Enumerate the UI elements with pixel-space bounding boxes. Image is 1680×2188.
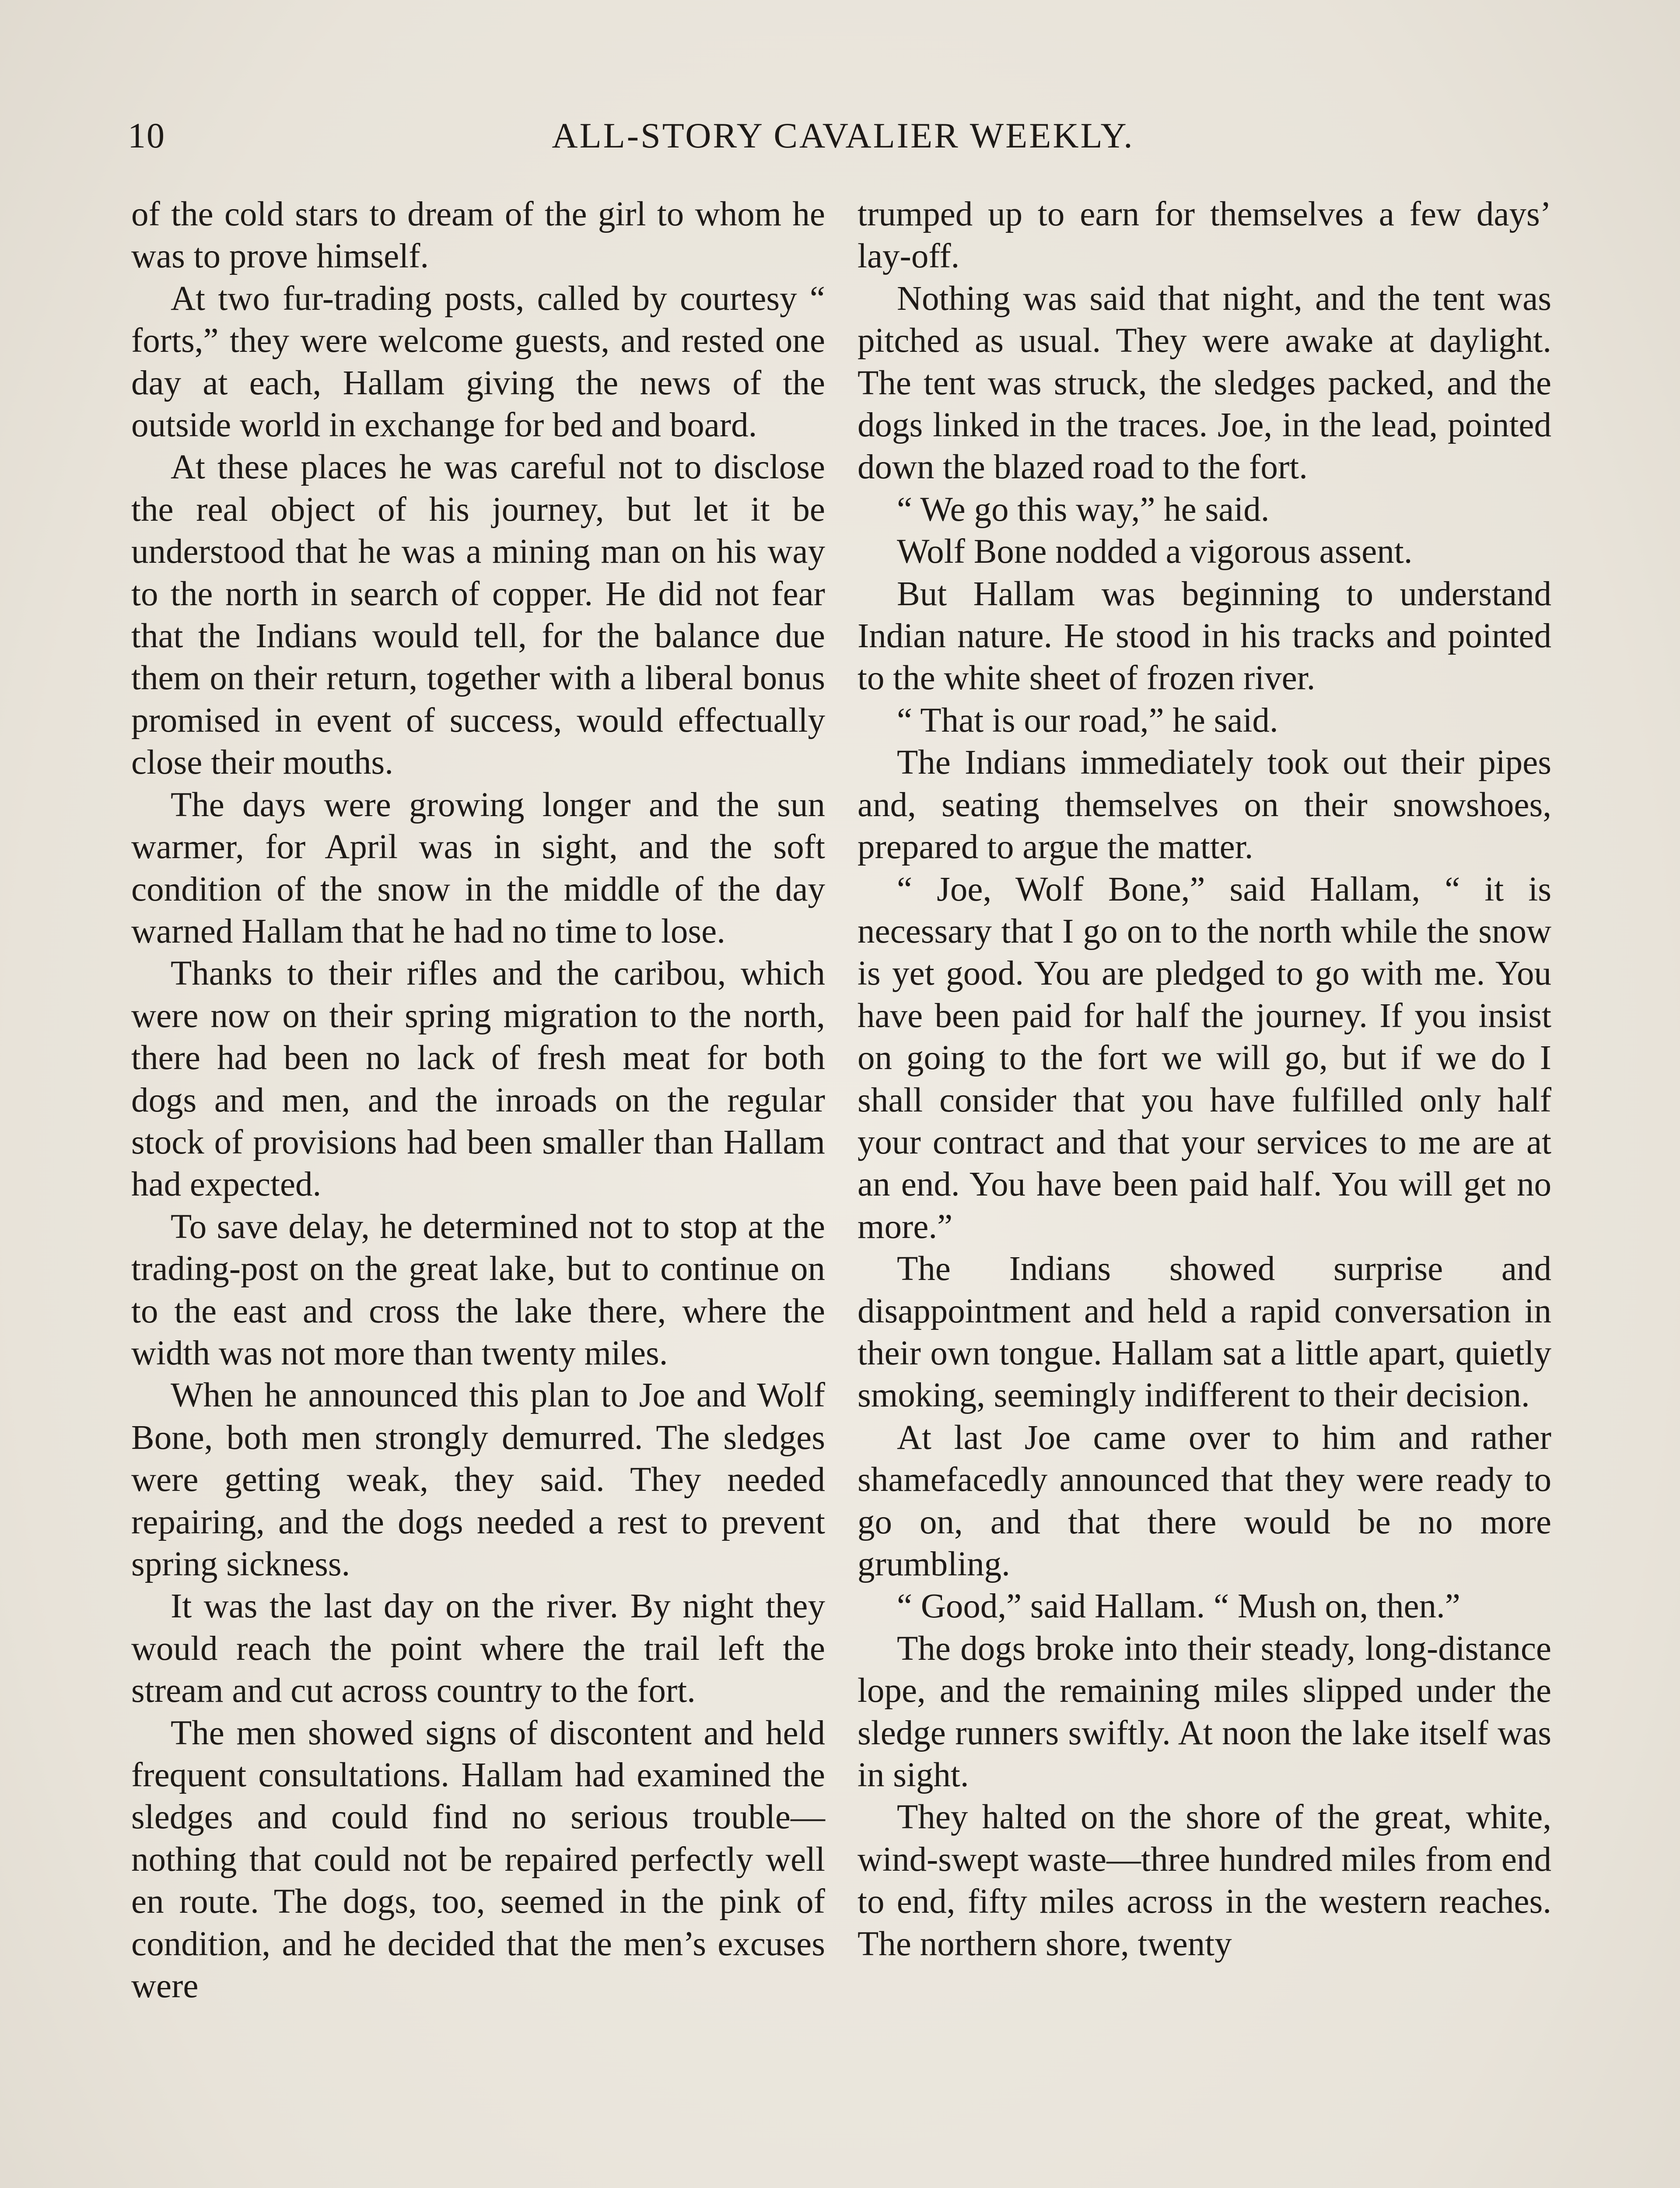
running-head: ALL-STORY CAVALIER WEEKLY.: [552, 116, 1134, 155]
left-column: [131, 193, 825, 2007]
paragraph: They halted on the shore of the great, white, wind-swept waste—three hundred miles from end to end, fifty miles across in the western reaches. The northern shore, twenty: [858, 1798, 1551, 1963]
paragraph: Thanks to their rifles and the caribou, which were now on their spring migration to the north, there had been no lack of fresh meat for both dogs and men, and the inroads on the regular stock of provisions had been smaller than Hallam had expected.: [131, 954, 825, 1204]
paragraph: It was the last day on the river. By night they would reach the point where the trail left the stream and cut across country to the fort.: [131, 1587, 825, 1710]
paragraph: But Hallam was beginning to understand Indian nature. He stood in his tracks and pointed to the white sheet of frozen river.: [858, 575, 1551, 698]
paragraph: The men showed signs of discontent and held frequent consultations. Hallam had examined the sledges and could find no serious trouble—nothing that could not be repaired perfectly well en route. The dogs, too, seemed in the pink of condition, and he decided that the men’s excuses were: [131, 1714, 825, 2006]
paragraph: “ We go this way,” he said.: [897, 490, 1270, 529]
paragraph: To save delay, he determined not to stop at the trading-post on the great lake, but to continue on to the east and cross the lake there, where the width was not more than twenty miles.: [131, 1207, 825, 1372]
paragraph: The Indians immediately took out their pipes and, seating themselves on their snowshoes, prepared to argue the matter.: [858, 743, 1551, 866]
right-column: [858, 193, 1551, 1965]
paragraph: “ That is our road,” he said.: [897, 701, 1278, 740]
paragraph: of the cold stars to dream of the girl to whom he was to prove himself.: [131, 195, 825, 276]
paragraph: Nothing was said that night, and the tent was pitched as usual. They were awake at daylight. The tent was struck, the sledges packed, and the dogs linked in the traces. Joe, in the lead, pointed down the blazed road to the fort.: [858, 279, 1551, 487]
paragraph: At two fur-trading posts, called by courtesy “ forts,” they were welcome guests, and rested one day at each, Hallam giving the news of the outside world in exchange for bed and board.: [131, 279, 825, 445]
paragraph: “ Joe, Wolf Bone,” said Hallam, “ it is necessary that I go on to the north while the snow is yet good. You are pledged to go with me. You have been paid for half the journey. If you insist on going to the fort we will go, but if we do I shall consider that you have fulfilled only half your contract and that your services to me are at an end. You have been paid half. You will get no more.”: [858, 870, 1551, 1246]
paragraph: Wolf Bone nodded a vigorous assent.: [897, 533, 1413, 571]
paragraph: At last Joe came over to him and rather shamefacedly announced that they were ready to go on, and that there would be no more grumbling.: [858, 1418, 1551, 1583]
paragraph: The dogs broke into their steady, long-distance lope, and the remaining miles slipped under the sledge runners swiftly. At noon the lake itself was in sight.: [858, 1629, 1551, 1795]
paragraph: “ Good,” said Hallam. “ Mush on, then.”: [897, 1587, 1460, 1626]
paragraph: The Indians showed surprise and disappointment and held a rapid conversation in their own tongue. Hallam sat a little apart, quietly smoking, seemingly indifferent to their decision.: [858, 1250, 1551, 1415]
paragraph: trumped up to earn for themselves a few days’ lay-off.: [858, 195, 1551, 276]
paragraph: At these places he was careful not to disclose the real object of his journey, but let it be understood that he was a mining man on his way to the north in search of copper. He did not fear that the Indians would tell, for the balance due them on their return, together with a liberal bonus promised in event of success, would effectually close their mouths.: [131, 448, 825, 782]
page-header: [128, 112, 1558, 160]
page-number: 10: [128, 116, 165, 155]
paragraph: When he announced this plan to Joe and Wolf Bone, both men strongly demurred. The sledges were getting weak, they said. They needed repairing, and the dogs needed a rest to prevent spring sickness.: [131, 1376, 825, 1583]
paragraph: The days were growing longer and the sun warmer, for April was in sight, and the soft condition of the snow in the middle of the day warned Hallam that he had no time to lose.: [131, 785, 825, 950]
